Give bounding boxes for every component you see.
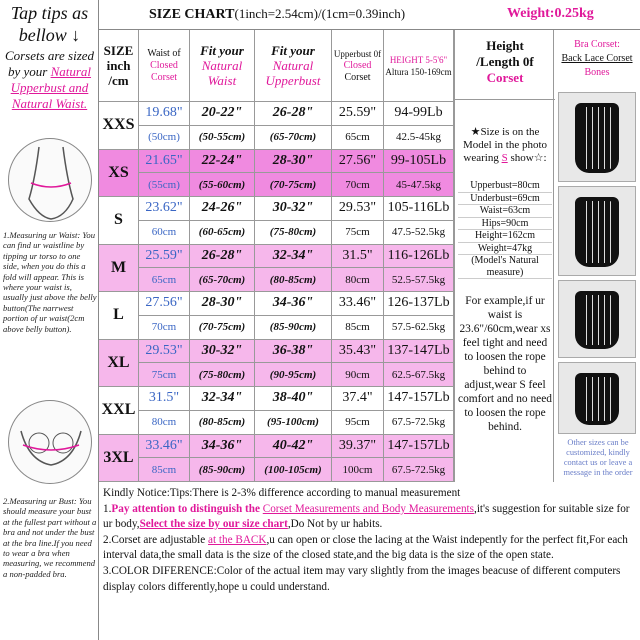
body-weight-inch: 94-99Lb: [384, 102, 454, 126]
waist-header: Waist of Closed Corset: [139, 30, 190, 102]
model-measure-list: [458, 180, 552, 279]
fit-waist-cm: (55-60cm): [190, 173, 255, 197]
body-weight-cm: 47.5-52.5kg: [384, 221, 454, 245]
notice-intro: Kindly Notice:Tips:There is 2-3% difference according to manual measurement: [103, 487, 461, 499]
fit-upperbust-cm: (95-100cm): [255, 411, 332, 435]
bust-measure-note: 2.Measuring ur Bust: You should measure your bust at the fullest part without a bra and not under the bust at the bra line.If you need to wear a bra when measuring, we recommend a non-padded bra.: [3, 496, 97, 579]
waist-measure-note: 1.Measuring ur Waist: You can find ur waistline by tipping ur torso to one side, when you do this a fold will appear. This is where your waist is, usually just above the belly button(The narrwest portion of ur waist(2cm above belly button).: [3, 230, 97, 334]
size-label: S: [99, 197, 139, 245]
model-measure-item: Waist=63cm: [458, 205, 552, 218]
fit-waist-inch: 30-32": [190, 340, 255, 364]
sized-by-text: [2, 48, 97, 112]
upperbust-closed-cm: 80cm: [332, 268, 384, 292]
body-weight-inch: 99-105Lb: [384, 150, 454, 174]
length-header: Height /Length 0f Corset: [455, 32, 555, 100]
fit-upperbust-inch: 40-42": [255, 435, 332, 459]
waist-closed-cm: 70cm: [139, 316, 190, 340]
model-info-box: ★Size is on the Model in the photo wearing S show☆:: [462, 126, 548, 164]
upperbust-closed-inch: 31.5": [332, 245, 384, 269]
body-weight-inch: 147-157Lb: [384, 387, 454, 411]
fit-waist-cm: (85-90cm): [190, 458, 255, 482]
fit-upperbust-inch: 32-34": [255, 245, 332, 269]
notice-item-1: 1.Pay attention to distinguish the Corset Measurements and Body Measurements,it's suggestion for suitable size for ur body,Select the size by our size chart,Do Not by ur habits.: [103, 502, 630, 531]
fit-bust-header: Fit your Natural Upperbust: [255, 30, 332, 102]
fit-waist-header: Fit your Natural Waist: [190, 30, 255, 102]
waist-closed-inch: 21.65": [139, 150, 190, 174]
fit-upperbust-inch: 26-28": [255, 102, 332, 126]
waist-closed-inch: 25.59": [139, 245, 190, 269]
model-measure-item: Height=162cm: [458, 230, 552, 243]
body-weight-inch: 147-157Lb: [384, 435, 454, 459]
size-label: L: [99, 292, 139, 340]
fit-waist-cm: (65-70cm): [190, 268, 255, 292]
upperbust-closed-cm: 70cm: [332, 173, 384, 197]
waist-closed-inch: 29.53": [139, 340, 190, 364]
fit-waist-inch: 22-24": [190, 150, 255, 174]
fit-waist-inch: 32-34": [190, 387, 255, 411]
fit-waist-inch: 34-36": [190, 435, 255, 459]
fit-waist-cm: (70-75cm): [190, 316, 255, 340]
fit-upperbust-cm: (80-85cm): [255, 268, 332, 292]
size-label: M: [99, 245, 139, 293]
corset-photo-bones: [558, 362, 636, 434]
corset-photo-side: [558, 280, 636, 358]
fit-upperbust-inch: 36-38": [255, 340, 332, 364]
body-weight-cm: 67.5-72.5kg: [384, 458, 454, 482]
chart-header: [99, 0, 640, 30]
title-main: SIZE CHART: [149, 7, 235, 22]
weight-label: Weight:0.25kg: [507, 6, 594, 21]
upperbust-closed-inch: 35.43": [332, 340, 384, 364]
fit-waist-cm: (50-55cm): [190, 126, 255, 150]
fit-upperbust-inch: 38-40": [255, 387, 332, 411]
waist-closed-inch: 33.46": [139, 435, 190, 459]
model-measure-item: Underbust=69cm: [458, 193, 552, 206]
corset-photos-column: [554, 30, 640, 482]
upperbust-closed-inch: 29.53": [332, 197, 384, 221]
waist-closed-cm: 85cm: [139, 458, 190, 482]
notice-section: [99, 482, 640, 640]
upperbust-header: Upperbust 0f Closed Corset: [332, 30, 384, 102]
fit-waist-inch: 26-28": [190, 245, 255, 269]
fit-upperbust-cm: (65-70cm): [255, 126, 332, 150]
body-weight-cm: 52.5-57.5kg: [384, 268, 454, 292]
size-chart-title: [149, 6, 405, 23]
size-header: SIZE inch /cm: [99, 30, 139, 102]
notice-item-2: 2.Corset are adjustable at the BACK,u can open or close the lacing at the Waist indepently for the perfect fit,For each interval data,the small data is the size of the closed state,and the big data is the size of the open state.: [103, 533, 628, 562]
custom-size-note: Other sizes can be customized, kindly contact us or leave a message in the order: [563, 438, 633, 477]
body-weight-inch: 105-116Lb: [384, 197, 454, 221]
size-label: XS: [99, 150, 139, 198]
fit-upperbust-cm: (75-80cm): [255, 221, 332, 245]
upperbust-closed-cm: 100cm: [332, 458, 384, 482]
waist-closed-inch: 19.68": [139, 102, 190, 126]
fit-upperbust-inch: 34-36": [255, 292, 332, 316]
model-measure-item: Weight=47kg: [458, 243, 552, 256]
fit-waist-inch: 28-30": [190, 292, 255, 316]
waist-closed-cm: 60cm: [139, 221, 190, 245]
fit-waist-inch: 20-22": [190, 102, 255, 126]
body-weight-cm: 45-47.5kg: [384, 173, 454, 197]
notice-item-3: 3.COLOR DIFERENCE:Color of the actual item may vary slightly from the images beacuse of different computers display colors differently,hope u could understand.: [103, 564, 621, 593]
fit-waist-cm: (75-80cm): [190, 363, 255, 387]
model-measure-item: Hips=90cm: [458, 218, 552, 231]
waist-closed-inch: 23.62": [139, 197, 190, 221]
body-weight-inch: 137-147Lb: [384, 340, 454, 364]
upperbust-closed-inch: 33.46": [332, 292, 384, 316]
fit-waist-cm: (60-65cm): [190, 221, 255, 245]
height-length-column: [454, 30, 554, 482]
upperbust-closed-inch: 25.59": [332, 102, 384, 126]
sized-by-prefix: Corsets are sized by your: [4, 48, 95, 79]
upperbust-closed-cm: 90cm: [332, 363, 384, 387]
fit-upperbust-cm: (100-105cm): [255, 458, 332, 482]
body-weight-cm: 57.5-62.5kg: [384, 316, 454, 340]
upperbust-closed-inch: 37.4": [332, 387, 384, 411]
fit-upperbust-inch: 28-30": [255, 150, 332, 174]
fit-upperbust-inch: 30-32": [255, 197, 332, 221]
corset-photo-back: [558, 186, 636, 276]
upperbust-closed-cm: 95cm: [332, 411, 384, 435]
corset-photo-front: [558, 92, 636, 182]
bust-icon: [9, 401, 93, 485]
size-label: XL: [99, 340, 139, 388]
waist-closed-inch: 31.5": [139, 387, 190, 411]
left-tips-panel: [0, 0, 99, 640]
fit-example-note: For example,if ur waist is 23.6"/60cm,wear xs feel tight and need to loosen the rope behind to adjust,wear S feel comfort and no need to loosen the rope behind.: [458, 295, 552, 433]
fit-upperbust-cm: (90-95cm): [255, 363, 332, 387]
fit-waist-cm: (80-85cm): [190, 411, 255, 435]
size-label: XXS: [99, 102, 139, 150]
torso-icon: [9, 139, 93, 223]
upperbust-closed-cm: 85cm: [332, 316, 384, 340]
body-weight-inch: 116-126Lb: [384, 245, 454, 269]
upperbust-closed-cm: 65cm: [332, 126, 384, 150]
waist-closed-cm: 75cm: [139, 363, 190, 387]
fit-upperbust-cm: (70-75cm): [255, 173, 332, 197]
tap-tips-title: Tap tips as bellow ↓: [10, 3, 89, 45]
size-label: 3XL: [99, 435, 139, 483]
fit-upperbust-cm: (85-90cm): [255, 316, 332, 340]
model-measure-item: (Model's Natural measure): [458, 255, 552, 279]
fit-waist-inch: 24-26": [190, 197, 255, 221]
waist-closed-cm: (50cm): [139, 126, 190, 150]
waist-closed-cm: (55cm): [139, 173, 190, 197]
height-weight-header: HEIGHT 5-5'6" Altura 150-169cm: [384, 30, 454, 102]
upperbust-closed-inch: 39.37": [332, 435, 384, 459]
natural-measure-link: Natural Upperbust and Natural Waist.: [10, 64, 92, 111]
title-units: (1inch=2.54cm)/(1cm=0.39inch): [234, 6, 406, 21]
photo-header: Bra Corset: Back Lace Corset Bones: [561, 39, 633, 78]
bust-measure-illustration: [8, 400, 92, 484]
model-measure-item: Upperbust=80cm: [458, 180, 552, 193]
waist-closed-cm: 65cm: [139, 268, 190, 292]
waist-closed-cm: 80cm: [139, 411, 190, 435]
size-label: XXL: [99, 387, 139, 435]
upperbust-closed-inch: 27.56": [332, 150, 384, 174]
body-weight-inch: 126-137Lb: [384, 292, 454, 316]
body-weight-cm: 62.5-67.5kg: [384, 363, 454, 387]
body-weight-cm: 67.5-72.5kg: [384, 411, 454, 435]
upperbust-closed-cm: 75cm: [332, 221, 384, 245]
waist-measure-illustration: [8, 138, 92, 222]
waist-closed-inch: 27.56": [139, 292, 190, 316]
body-weight-cm: 42.5-45kg: [384, 126, 454, 150]
